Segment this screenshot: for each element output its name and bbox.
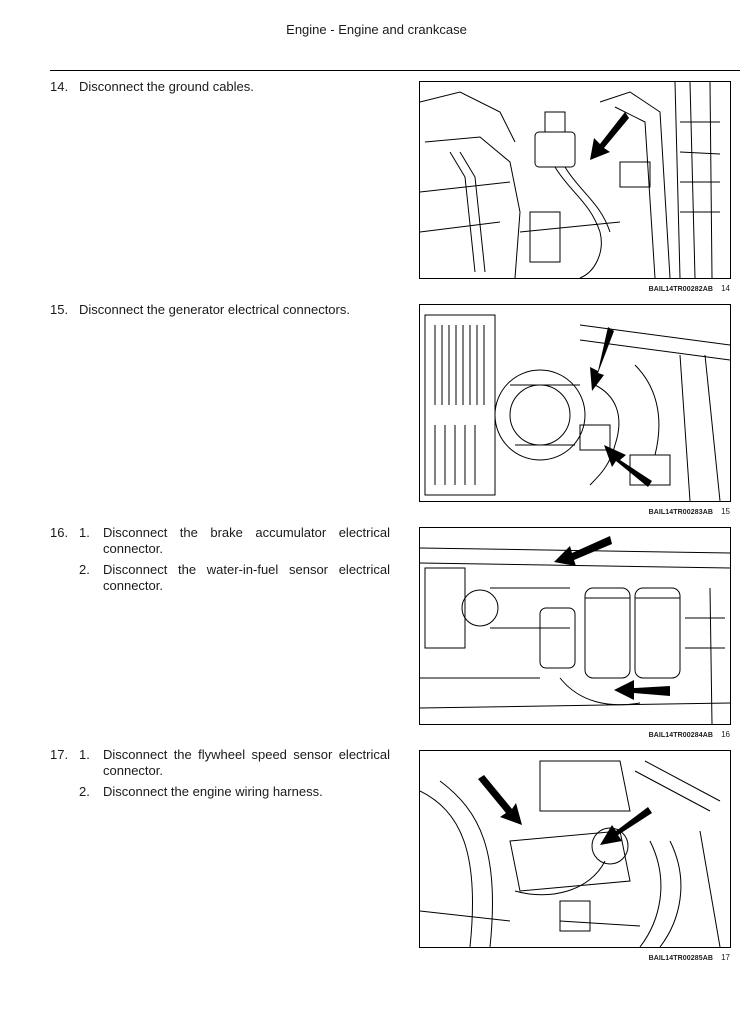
step-text: Disconnect the ground cables. bbox=[79, 79, 254, 94]
figure-number: 17 bbox=[721, 953, 730, 962]
ground-cables-illustration bbox=[420, 82, 730, 278]
substep-number: 2. bbox=[79, 562, 90, 577]
substep bbox=[50, 525, 390, 557]
step-16 bbox=[50, 525, 390, 594]
substep-number: 1. bbox=[79, 525, 90, 540]
figure-code: BAIL14TR00285AB bbox=[648, 955, 714, 962]
pointer-arrow bbox=[604, 445, 652, 487]
figure-fuel-filter-connectors bbox=[419, 527, 731, 725]
figure-caption bbox=[600, 953, 730, 962]
figure-ground-cables bbox=[419, 81, 731, 279]
step-number: 15. bbox=[50, 302, 69, 317]
step-text: Disconnect the generator electrical connectors. bbox=[79, 302, 350, 317]
figure-number: 15 bbox=[721, 507, 730, 516]
step-number: 14. bbox=[50, 79, 69, 94]
substep bbox=[50, 784, 390, 816]
flywheel-sensor-illustration bbox=[420, 751, 730, 947]
substep bbox=[50, 747, 390, 779]
figure-code: BAIL14TR00283AB bbox=[648, 509, 714, 516]
generator-illustration bbox=[420, 305, 730, 501]
page-title: Engine - Engine and crankcase bbox=[286, 22, 467, 37]
figure-code: BAIL14TR00282AB bbox=[648, 286, 714, 293]
pointer-arrow bbox=[478, 775, 522, 825]
figure-generator-connectors bbox=[419, 304, 731, 502]
fuel-filter-illustration bbox=[420, 528, 730, 724]
substep-number: 2. bbox=[79, 784, 90, 799]
pointer-arrow bbox=[590, 112, 629, 160]
pointer-arrow bbox=[600, 807, 652, 845]
substep bbox=[50, 562, 390, 594]
step-17 bbox=[50, 747, 390, 816]
figure-flywheel-sensor bbox=[419, 750, 731, 948]
figure-number: 14 bbox=[721, 284, 730, 293]
substep-number: 1. bbox=[79, 747, 90, 762]
pointer-arrow bbox=[614, 680, 670, 700]
figure-caption bbox=[600, 730, 730, 739]
substep-text: Disconnect the engine wiring harness. bbox=[103, 784, 323, 799]
header-rule bbox=[50, 70, 740, 71]
substep-text: Disconnect the brake accumulator electrical connector. bbox=[103, 525, 390, 556]
figure-number: 16 bbox=[721, 730, 730, 739]
figure-caption bbox=[600, 507, 730, 516]
pointer-arrow bbox=[590, 327, 614, 391]
figure-caption bbox=[600, 284, 730, 293]
figure-code: BAIL14TR00284AB bbox=[648, 732, 714, 739]
substep-text: Disconnect the water-in-fuel sensor electrical connector. bbox=[103, 562, 390, 593]
step-number: 17. bbox=[50, 747, 69, 762]
substep-text: Disconnect the flywheel speed sensor electrical connector. bbox=[103, 747, 390, 778]
step-number: 16. bbox=[50, 525, 69, 540]
